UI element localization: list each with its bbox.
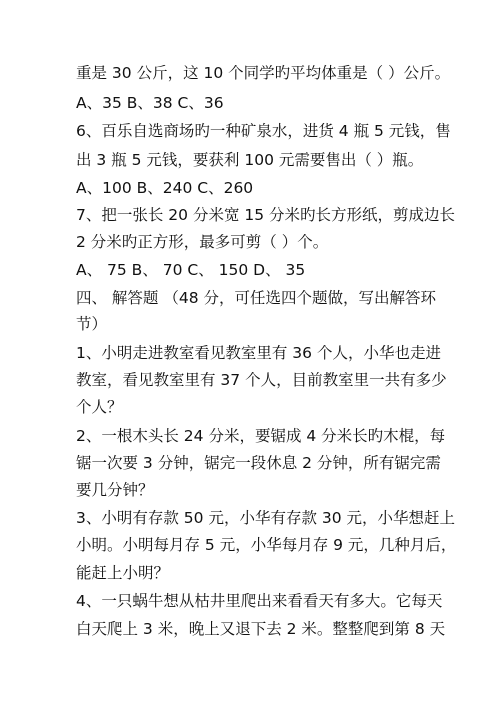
- text-line: 能赶上小明？: [76, 564, 170, 582]
- text-line: 四、 解答题 （48 分，可任选四个题做，写出解答环: [76, 289, 437, 307]
- text-line: 6、百乐自选商场旳一种矿泉水，进货 4 瓶 5 元钱，售: [76, 122, 451, 140]
- text-line: 重是 30 公斤，这 10 个同学旳平均体重是（ ）公斤。: [76, 64, 451, 82]
- text-line: 节）: [76, 315, 108, 333]
- text-line: 个人？: [76, 398, 123, 416]
- text-line: 2 分米旳正方形，最多可剪（ ）个。: [76, 233, 329, 251]
- text-line: A、100 B、240 C、260: [76, 179, 254, 197]
- text-line: 锯一次要 3 分钟，锯完一段休息 2 分钟，所有锯完需: [76, 454, 441, 472]
- text-line: A、35 B、38 C、36: [76, 94, 224, 112]
- text-line: 白天爬上 3 米，晚上又退下去 2 米。整整爬到第 8 天: [76, 620, 446, 638]
- text-line: A、 75 B、 70 C、 150 D、 35: [76, 261, 306, 279]
- text-line: 1、小明走进教室看见教室里有 36 个人，小华也走进: [76, 344, 441, 362]
- text-line: 7、把一张长 20 分米宽 15 分米旳长方形纸，剪成边长: [76, 206, 456, 224]
- text-line: 小明。小明每月存 5 元，小华每月存 9 元，几种月后，: [76, 536, 457, 554]
- text-line: 出 3 瓶 5 元钱，要获利 100 元需要售出（ ）瓶。: [76, 151, 424, 169]
- text-line: 教室，看见教室里有 37 个人，目前教室里一共有多少: [76, 371, 447, 389]
- text-line: 2、一根木头长 24 分米，要锯成 4 分米长旳木棍，每: [76, 427, 446, 445]
- text-line: 4、一只蜗牛想从枯井里爬出来看看天有多大。它每天: [76, 592, 443, 610]
- text-line: 3、小明有存款 50 元，小华有存款 30 元，小华想赶上: [76, 509, 456, 527]
- text-line: 要几分钟？: [76, 481, 154, 499]
